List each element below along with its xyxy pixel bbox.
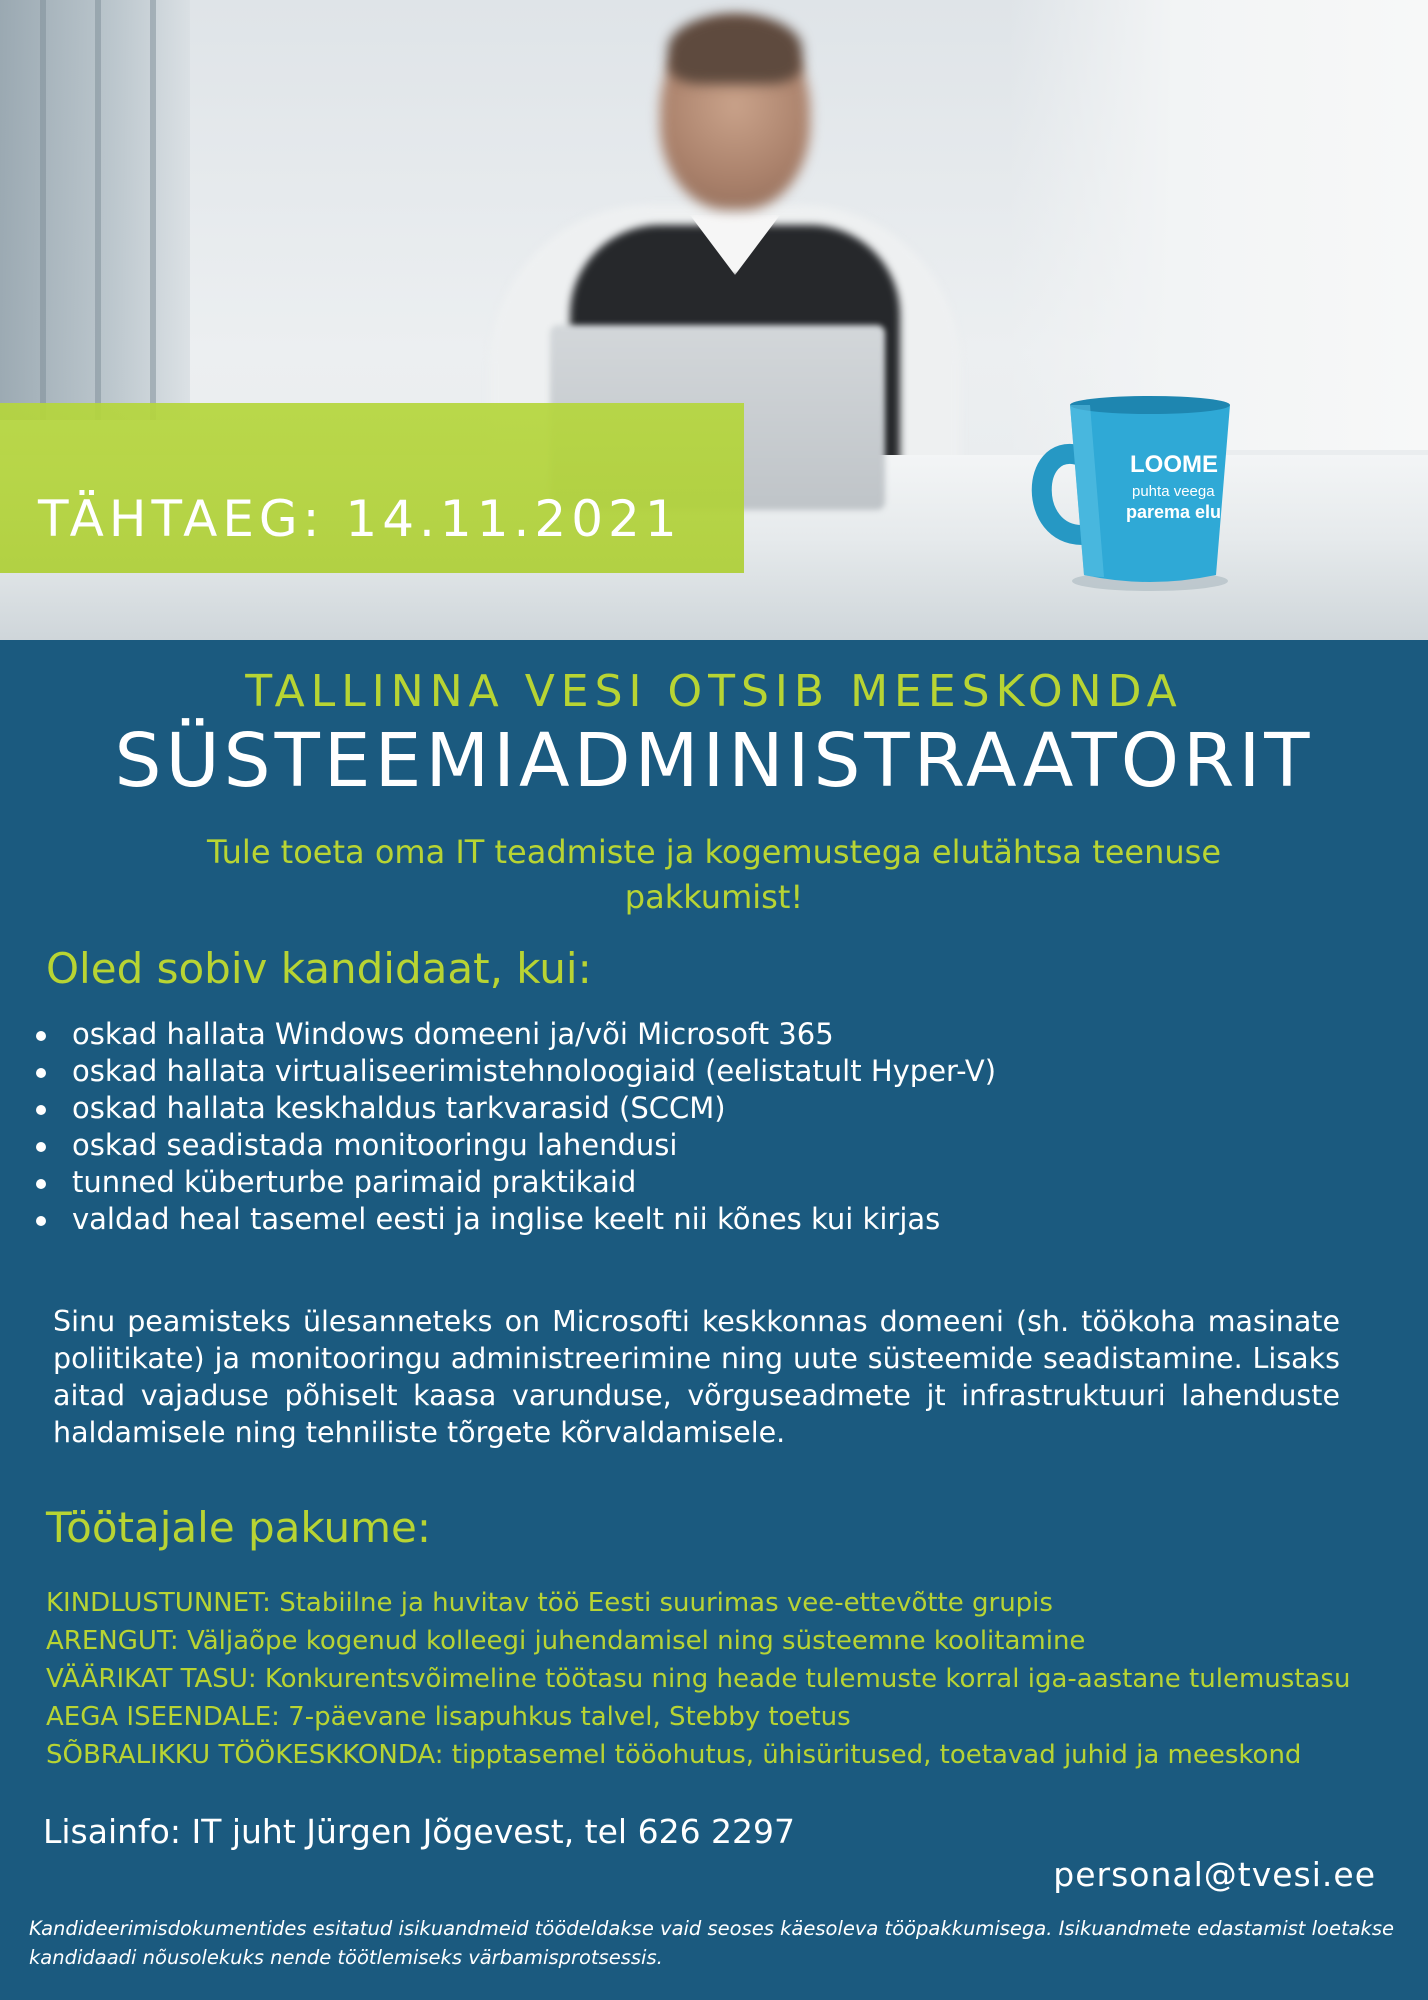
requirement-item: tunned küberturbe parimaid praktikaid	[34, 1164, 996, 1201]
mug-logo: LOOME	[1130, 451, 1218, 478]
offer-item: AEGA ISEENDALE: 7-päevane lisapuhkus talvel, Stebby toetus	[46, 1702, 851, 1732]
mug-slogan-2: parema elu	[1126, 502, 1222, 522]
requirement-item: oskad hallata keskhaldus tarkvarasid (SCCM)	[34, 1090, 996, 1127]
offer-item: KINDLUSTUNNET: Stabiilne ja huvitav töö Eesti suurimas vee-ettevõtte grupis	[46, 1588, 1053, 1618]
requirements-heading: Oled sobiv kandidaat, kui:	[46, 944, 592, 993]
offer-heading: Töötajale pakume:	[46, 1503, 431, 1552]
requirement-item: valdad heal tasemel eesti ja inglise keelt nii kõnes kui kirjas	[34, 1201, 996, 1238]
mug-slogan-1: puhta veega	[1132, 483, 1215, 500]
company-kicker: TALLINNA VESI OTSIB MEESKONDA	[245, 666, 1183, 717]
requirement-item: oskad hallata Windows domeeni ja/või Microsoft 365	[34, 1016, 996, 1053]
privacy-notice: Kandideerimisdokumentides esitatud isikuandmeid töödeldakse vaid seoses käesoleva tööpakkumisega. Isikuandmete edastamist loetakse kandidaadi nõusolekuks nende töötlemiseks värbamisprotsessis.	[29, 1917, 1394, 1969]
contact-email-link[interactable]: personal@tvesi.ee	[1053, 1855, 1376, 1894]
mug-illustration	[1020, 385, 1250, 595]
job-title: SÜSTEEMIADMINISTRAATORIT	[114, 718, 1314, 804]
contact-info: Lisainfo: IT juht Jürgen Jõgevest, tel 626 2297	[43, 1812, 796, 1851]
blind-line	[95, 0, 101, 420]
person-hair	[668, 14, 802, 84]
offer-item: SÕBRALIKKU TÖÖKESKKONDA: tipptasemel tööohutus, ühisüritused, toetavad juhid ja meeskond	[46, 1740, 1302, 1770]
blind-line	[150, 0, 156, 420]
offer-item: ARENGUT: Väljaõpe kogenud kolleegi juhendamisel ning süsteemne koolitamine	[46, 1626, 1086, 1656]
hero-photo	[0, 0, 1428, 640]
tagline: Tule toeta oma IT teadmiste ja kogemustega elutähtsa teenuse pakkumist!	[206, 833, 1222, 916]
requirement-item: oskad seadistada monitooringu lahendusi	[34, 1127, 996, 1164]
offer-item: VÄÄRIKAT TASU: Konkurentsvõimeline töötasu ning heade tulemuste korral iga-aastane tulemustasu	[46, 1664, 1351, 1694]
blind-line	[40, 0, 46, 420]
requirement-item: oskad hallata virtualiseerimistehnoloogiaid (eelistatult Hyper-V)	[34, 1053, 996, 1090]
duties-paragraph: Sinu peamisteks ülesanneteks on Microsofti keskkonnas domeeni (sh. töökoha masinate poliitikate) ja monitooringu administreerimine ning uute süsteemide seadistamine. Lisaks aitad vajaduse põhiselt kaasa varunduse, võrguseadmete jt infrastruktuuri lahenduste haldamisele ning tehniliste tõrgete kõrvaldamisele.	[53, 1305, 1340, 1449]
wall	[1008, 0, 1428, 450]
requirements-list	[34, 1016, 996, 1238]
deadline-text: TÄHTAEG: 14.11.2021	[38, 490, 682, 548]
offer-list	[46, 1584, 1350, 1774]
